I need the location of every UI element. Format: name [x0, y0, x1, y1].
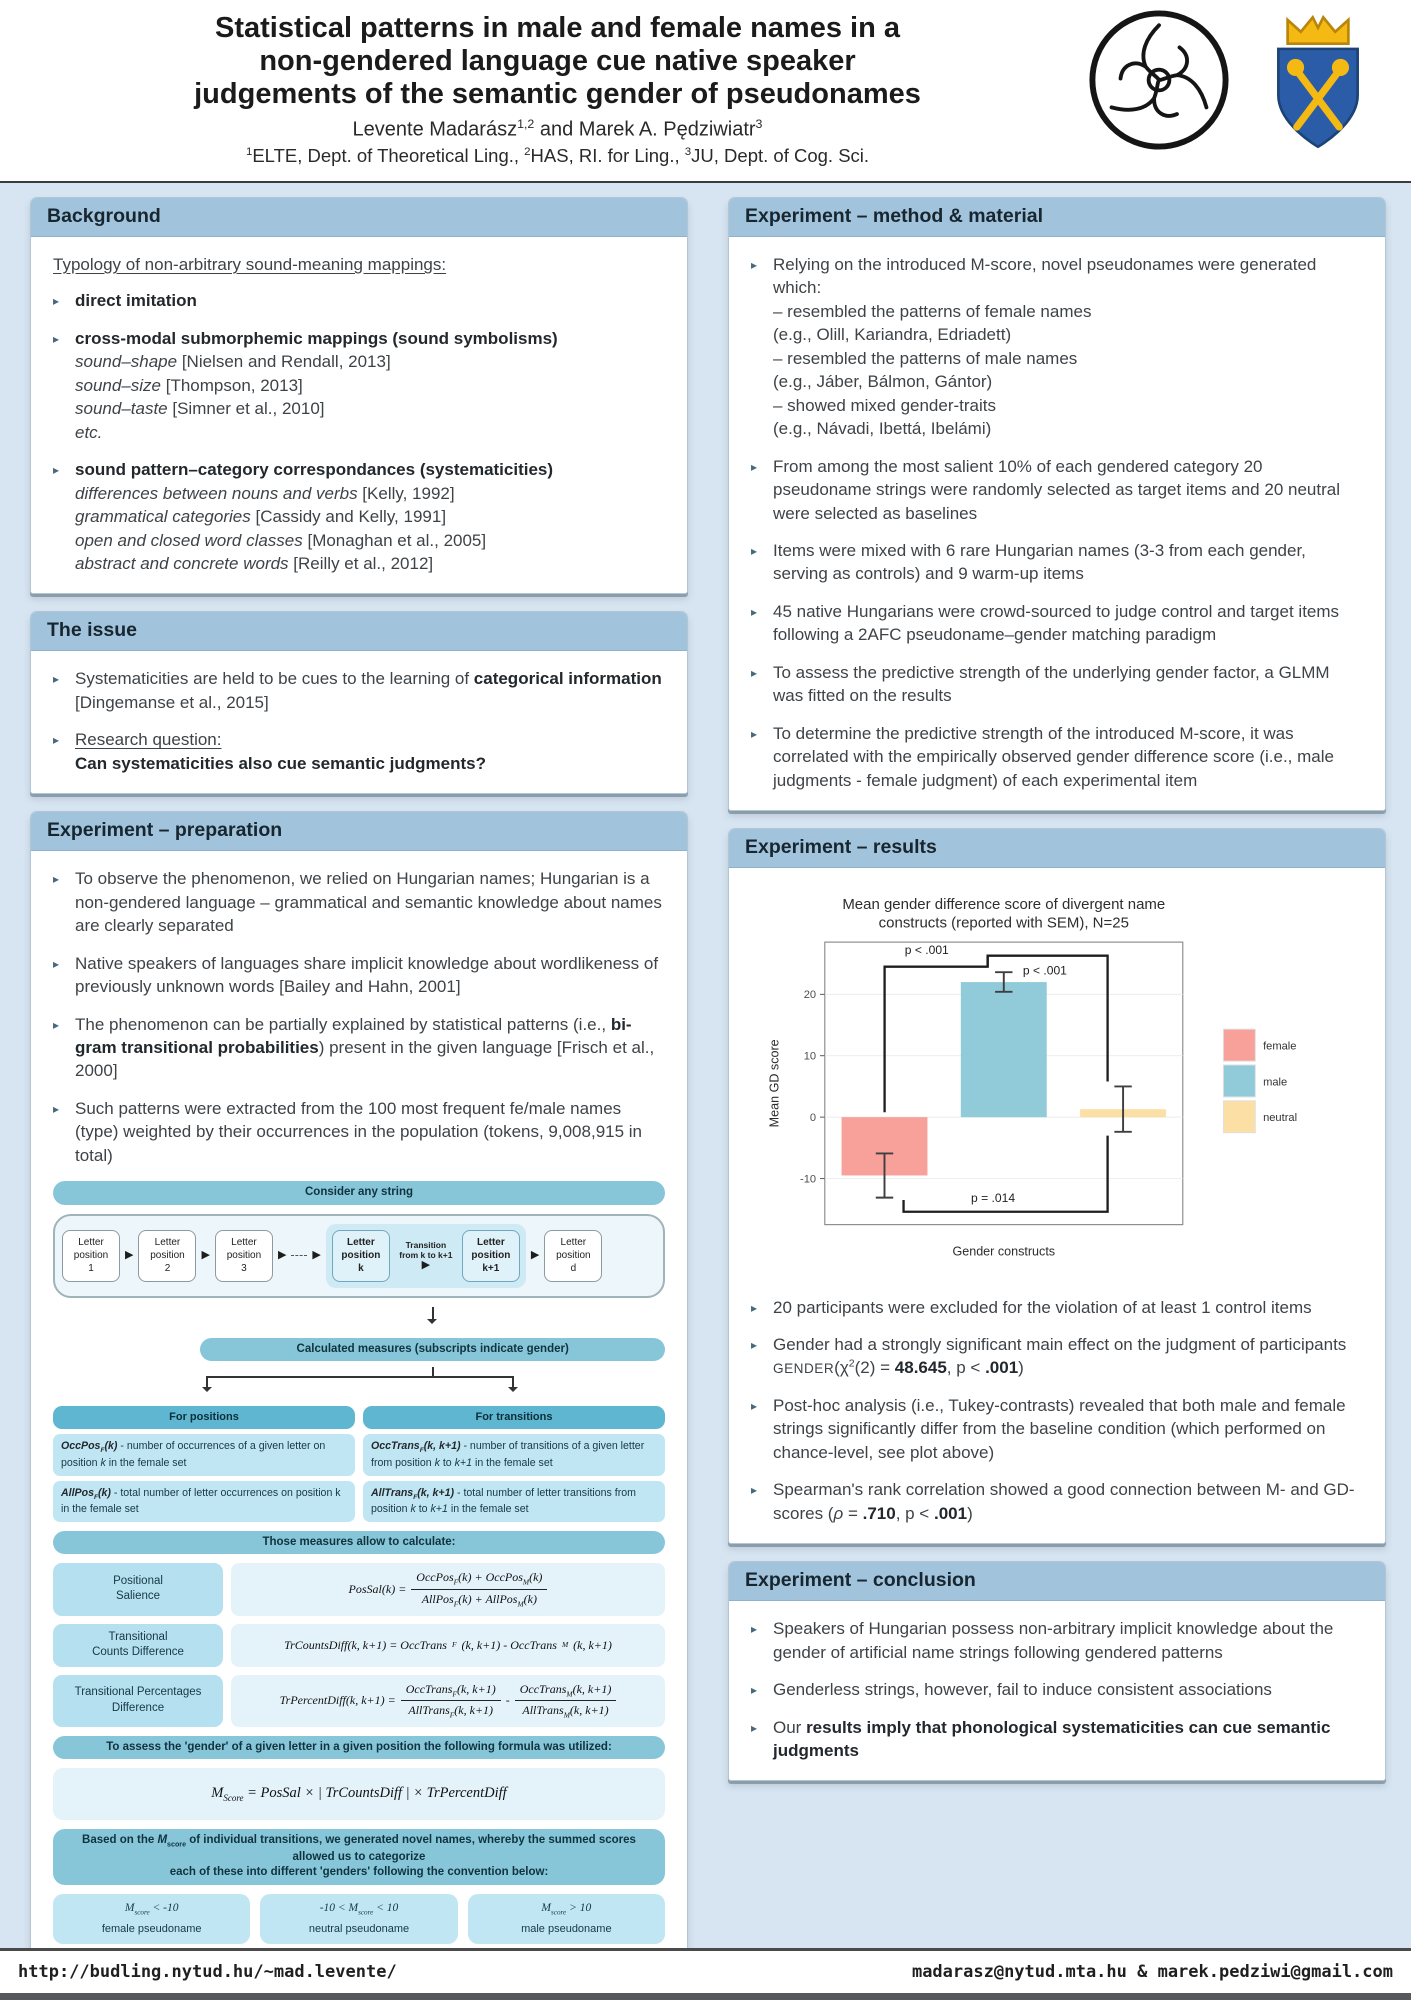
footer-band: [0, 1948, 1411, 2000]
right-column: [728, 197, 1386, 1781]
bullet-text: 45 native Hungarians were crowd-sourced to judge control and target items following a 2AFC pseudoname–gender matching paradigm: [773, 601, 1340, 645]
bullet-marker-icon: ▸: [751, 543, 758, 558]
section-method-title: Experiment – method & material: [729, 198, 1385, 237]
svg-text:20: 20: [803, 989, 817, 1002]
bullet-item: [751, 253, 1363, 441]
svg-text:p < .001: p < .001: [1022, 963, 1067, 978]
svg-text:Mean gender difference score o: Mean gender difference score of divergent name: [842, 896, 1166, 914]
bullet-marker-icon: ▸: [751, 1483, 758, 1498]
letter-box-2: Letter position 2: [138, 1230, 196, 1282]
bullet-text: To determine the predictive strength of the introduced M-score, it was correlated with the empirically observed gender difference score (i.e., male judgments - female judgment) of each experimental item: [773, 723, 1334, 790]
bullet-text: cross-modal submorphemic mappings (sound symbolisms) sound–shape [Nielsen and Rendall, 2013] sound–size [Thompson, 2013] sound–taste [Simner et al., 2010] etc.: [75, 328, 558, 442]
section-issue-title: The issue: [31, 612, 687, 651]
bullet-text: Items were mixed with 6 rare Hungarian names (3-3 from each gender, serving as controls) and 9 warm-up items: [773, 540, 1306, 584]
affiliations: $^1$ELTE, Dept. of Theoretical Ling., $^2$HAS, RI. for Ling., $^3$JU, Dept. of Cog. Sci.: [245, 144, 870, 166]
svg-text:p = .014: p = .014: [971, 1190, 1016, 1205]
bullet-marker-icon: ▸: [751, 1720, 758, 1735]
bullet-item: [53, 327, 665, 444]
bullet-marker-icon: ▸: [751, 1337, 758, 1352]
bullet-text: Our results imply that phonological systematicities can cue semantic judgments: [773, 1717, 1331, 1760]
section-conclusion: [728, 1561, 1386, 1781]
section-method: [728, 197, 1386, 811]
diagram-based-pill: Based on the $M_{score}$ of individual transitions, we generated novel names, whereby the summed scores allowed us to categorize each of these into different 'genders' following the convention below:: [53, 1829, 665, 1885]
formula-row: [53, 1624, 665, 1667]
measure-definition: AllTrans$_F$(k, k+1) - total number of letter transitions from position k to k+1 in the female set: [363, 1481, 665, 1522]
bullet-item: [751, 455, 1363, 525]
formula-expression: TrCountsDiff(k, k+1) = OccTrans F (k, k+1) - OccTrans M (k, k+1): [231, 1624, 665, 1667]
flow-arrow-icon: ▶: [312, 1249, 321, 1262]
for-transitions-box: [363, 1406, 665, 1521]
three-hares-logo-icon: [1085, 6, 1233, 154]
formula-expression: TrPercentDiff(k, k+1) = $\frac{OccTrans_F(k, k+1)}{AllTrans_F(k, k+1)}$ - $\frac{OccTrans_M(k, k+1)}{AllTrans_M(k, k+1)}$: [231, 1675, 665, 1727]
bullet-text: direct imitation: [75, 291, 197, 311]
formula-row: [53, 1675, 665, 1727]
section-results-title: Experiment – results: [729, 829, 1385, 868]
flow-arrow-icon: ▶: [530, 1249, 540, 1262]
bullet-item: [751, 1617, 1363, 1664]
svg-text:0: 0: [809, 1112, 817, 1125]
bullet-item: [53, 289, 665, 312]
measure-definition: OccTrans$_F$(k, k+1) - number of transitions of a given letter from position k to k+1 in the female set: [363, 1434, 665, 1475]
bullet-text: Relying on the introduced M-score, novel pseudonames were generated which: – resembled the patterns of female names (e.g., Olill, Kariandra, Edriadett) – resembled the patterns of male names (e.g., Jáber, Bálmon, Gántor) – showed mixed gender-traits (e.g., Návadi, Ibettá, Ibelámi): [773, 255, 1317, 439]
svg-text:-10: -10: [800, 1173, 817, 1186]
for-transitions-title: For transitions: [363, 1406, 665, 1429]
diagram-assess-pill: To assess the 'gender' of a given letter in a given position the following formula was utilized:: [53, 1736, 665, 1760]
flow-arrow-icon: ▶: [201, 1249, 210, 1262]
background-lead: Typology of non-arbitrary sound-meaning mappings:: [53, 255, 447, 274]
letter-box-3: Letter position 3: [215, 1230, 273, 1282]
bullet-item: [53, 952, 665, 999]
bullet-item: [751, 722, 1363, 792]
section-preparation: [30, 811, 688, 1963]
title-block: [55, 12, 1060, 167]
authors: Levente Madarász$^{1,2}$ and Marek A. Pędziwiatr$^3$: [352, 117, 763, 141]
bullet-item: [53, 458, 665, 575]
convention-box: [260, 1894, 457, 1944]
preparation-bullets: [53, 867, 665, 1167]
bullet-text: Systematicities are held to be cues to the learning of categorical information [Dingemanse et al., 2015]: [75, 669, 662, 712]
section-preparation-title: Experiment – preparation: [31, 812, 687, 851]
bullet-text: To observe the phenomenon, we relied on Hungarian names; Hungarian is a non-gendered language – grammatical and semantic knowledge about names are clearly separated: [75, 869, 662, 936]
section-background: [30, 197, 688, 594]
bullet-item: [751, 1296, 1363, 1319]
bullet-item: [751, 1716, 1363, 1763]
bullet-text: Genderless strings, however, fail to induce consistent associations: [773, 1680, 1272, 1700]
bullet-marker-icon: ▸: [751, 1398, 758, 1413]
measure-diagram: [53, 1181, 665, 1944]
bullet-text: From among the most salient 10% of each gendered category 20 pseudoname strings were randomly selected as target items and 20 neutral were selected as baselines: [773, 456, 1340, 523]
footer-email[interactable]: madarasz@nytud.mta.hu & marek.pedziwi@gmail.com: [911, 1962, 1393, 1982]
m-score-formula: $M_{Score}$ = PosSal × | TrCountsDiff | × TrPercentDiff: [53, 1768, 665, 1819]
bullet-marker-icon: ▸: [53, 956, 60, 971]
formula-expression: PosSal(k) = $\frac{OccPos_F(k) + OccPos_M(k)}{AllPos_F(k) + AllPos_M(k)}$: [231, 1563, 665, 1615]
bullet-marker-icon: ▸: [751, 1622, 758, 1637]
section-background-title: Background: [31, 198, 687, 237]
results-bar-chart: [757, 886, 1357, 1273]
svg-text:10: 10: [803, 1050, 817, 1063]
diagram-allow-pill: Those measures allow to calculate:: [53, 1531, 665, 1555]
bullet-text: Native speakers of languages share implicit knowledge about wordlikeness of previously unknown words [Bailey and Hahn, 2001]: [75, 953, 659, 997]
section-conclusion-title: Experiment – conclusion: [729, 1562, 1385, 1601]
svg-text:Mean GD score: Mean GD score: [767, 1039, 782, 1128]
bullet-marker-icon: ▸: [751, 459, 758, 474]
convention-label: female pseudoname: [101, 1922, 202, 1935]
measure-definition: AllPos$_F$(k) - total number of letter occurrences on position k in the female set: [53, 1481, 355, 1522]
letter-box-1: Letter position 1: [62, 1230, 120, 1282]
bullet-item: [751, 1394, 1363, 1464]
convention-label: male pseudoname: [521, 1922, 612, 1935]
letter-flow: [53, 1214, 665, 1298]
results-figure: [751, 886, 1363, 1279]
formula-name: Positional Salience: [53, 1563, 223, 1615]
svg-text:male: male: [1263, 1076, 1288, 1089]
diagram-consider-pill: Consider any string: [53, 1181, 665, 1205]
highlighted-transition-group: [326, 1224, 526, 1288]
header-band: [0, 0, 1411, 183]
bullet-marker-icon: ▸: [53, 733, 60, 748]
fork-connector: [53, 1367, 665, 1397]
convention-rule: $M_{score} < -10$: [124, 1901, 179, 1916]
bullet-text: Gender had a strongly significant main effect on the judgment of participants $GENDER(\chi^2(2) = 48.645$, p < .001): [773, 1334, 1347, 1378]
results-bullets: [751, 1296, 1363, 1526]
bullet-text: sound pattern–category correspondances (systematicities) differences between nouns and verbs [Kelly, 1992] grammatical categories [Cassidy and Kelly, 1991] open and closed word classes [Monaghan et al., 2005] abstract and concrete words [Reilly et al., 2012]: [75, 460, 554, 573]
flow-arrow-icon: ▶: [421, 1259, 431, 1272]
bullet-marker-icon: ▸: [751, 1683, 758, 1698]
convention-rule: $M_{score} > 10$: [541, 1901, 592, 1916]
bullet-marker-icon: ▸: [751, 665, 758, 680]
bullet-marker-icon: ▸: [53, 463, 60, 478]
bullet-marker-icon: ▸: [53, 1101, 60, 1116]
convention-box: [53, 1894, 250, 1944]
convention-box: [468, 1894, 665, 1944]
bullet-marker-icon: ▸: [53, 294, 60, 309]
down-arrow-icon: [53, 1307, 665, 1329]
formula-name: Transitional Counts Difference: [53, 1624, 223, 1667]
flow-dashed-line: [291, 1255, 307, 1256]
bullet-item: [751, 1678, 1363, 1701]
bullet-item: [53, 867, 665, 937]
method-bullets: [751, 253, 1363, 792]
background-bullets: [53, 289, 665, 575]
bullet-item: [751, 1478, 1363, 1525]
svg-text:neutral: neutral: [1263, 1112, 1298, 1125]
for-positions-title: For positions: [53, 1406, 355, 1429]
convention-label: neutral pseudoname: [308, 1922, 410, 1935]
bullet-text: Post-hoc analysis (i.e., Tukey-contrasts) revealed that both male and female strings significantly differ from the baseline condition (which performed on chance-level, see plot above): [773, 1395, 1346, 1462]
svg-text:Gender constructs: Gender constructs: [952, 1244, 1056, 1259]
transition-label: Transition from k to k+1: [399, 1240, 453, 1261]
flow-arrow-icon: ▶: [277, 1249, 287, 1262]
bullet-marker-icon: ▸: [751, 726, 758, 741]
bullet-marker-icon: ▸: [53, 672, 60, 687]
measure-definition: OccPos$_F$(k) - number of occurrences of a given letter on position k in the female set: [53, 1434, 355, 1475]
bullet-item: [751, 661, 1363, 708]
convention-boxes: [53, 1894, 665, 1944]
svg-text:p < .001: p < .001: [904, 942, 949, 957]
bullet-item: [751, 539, 1363, 586]
for-positions-box: [53, 1406, 355, 1521]
conclusion-bullets: [751, 1617, 1363, 1762]
left-column: [30, 197, 688, 1963]
bullet-marker-icon: ▸: [751, 1300, 758, 1315]
diagram-calc-pill: Calculated measures (subscripts indicate gender): [200, 1338, 665, 1362]
bullet-marker-icon: ▸: [53, 1017, 60, 1032]
bullet-text: Spearman's rank correlation showed a good connection between M- and GD-scores (ρ = .710, p < .001): [773, 1480, 1355, 1523]
bullet-text: 20 participants were excluded for the violation of at least 1 control items: [773, 1297, 1312, 1317]
section-results: [728, 828, 1386, 1544]
bullet-item: [751, 1333, 1363, 1380]
svg-text:female: female: [1263, 1040, 1297, 1053]
page-title: Statistical patterns in male and female names in a non-gendered language cue native speaker judgements of the semantic gender of pseudonames: [194, 12, 921, 110]
bullet-text: Research question: Can systematicities also cue semantic judgments?: [75, 730, 486, 773]
bullet-text: Speakers of Hungarian possess non-arbitrary implicit knowledge about the gender of artificial name strings following gendered patterns: [773, 1619, 1334, 1662]
issue-bullets: [53, 667, 665, 775]
for-transitions-rows: [363, 1434, 665, 1521]
bullet-marker-icon: ▸: [751, 604, 758, 619]
bullet-item: [53, 728, 665, 775]
bullet-item: [53, 1013, 665, 1083]
footer-url[interactable]: http://budling.nytud.hu/~mad.levente/: [18, 1962, 397, 1982]
letter-box-d: Letter position d: [544, 1230, 602, 1282]
bullet-text: To assess the predictive strength of the underlying gender factor, a GLMM was fitted on the results: [773, 662, 1330, 706]
section-issue: [30, 611, 688, 794]
formula-row: [53, 1563, 665, 1615]
bullet-item: [53, 1097, 665, 1167]
bullet-item: [751, 600, 1363, 647]
bullet-item: [53, 667, 665, 714]
for-positions-rows: [53, 1434, 355, 1521]
bullet-text: Such patterns were extracted from the 100 most frequent fe/male names (type) weighted by their occurrences in the population (tokens, 9,008,915 in total): [75, 1098, 643, 1165]
bullet-marker-icon: ▸: [53, 331, 60, 346]
letter-box-k1: Letter position k+1: [462, 1230, 520, 1282]
university-crest-icon: [1249, 8, 1387, 156]
svg-text:constructs (reported with SEM): constructs (reported with SEM), N=25: [878, 914, 1129, 932]
bullet-text: The phenomenon can be partially explained by statistical patterns (i.e., bi-gram transitional probabilities) present in the given language [Frisch et al., 2000]: [75, 1014, 655, 1081]
letter-box-k: Letter position k: [332, 1230, 390, 1282]
flow-arrow-icon: ▶: [125, 1249, 134, 1262]
bullet-marker-icon: ▸: [53, 872, 60, 887]
measure-formulas: [53, 1563, 665, 1727]
formula-name: Transitional Percentages Difference: [53, 1675, 223, 1727]
convention-rule: $-10 < M_{score} < 10$: [319, 1901, 399, 1916]
bullet-marker-icon: ▸: [751, 258, 758, 272]
